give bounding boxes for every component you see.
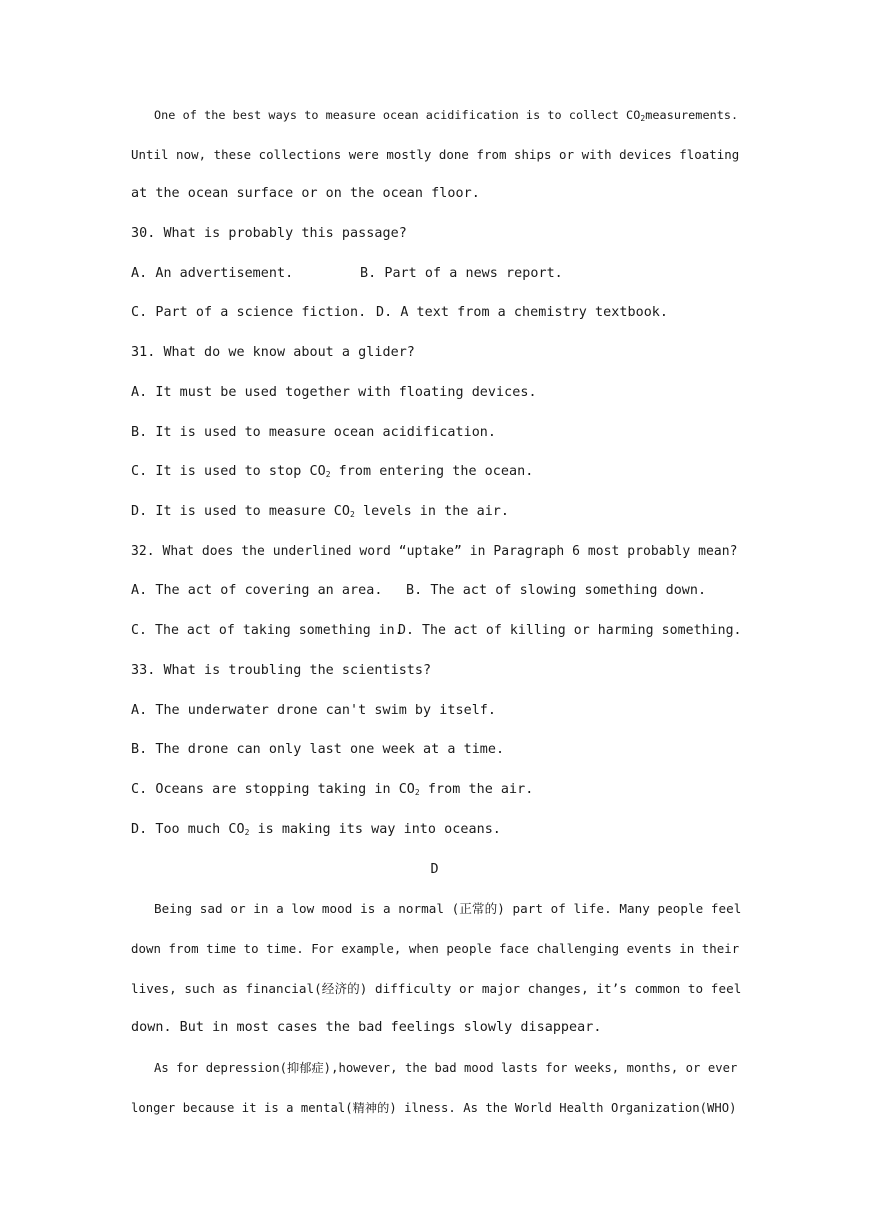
intro-line-3: at the ocean surface or on the ocean floor. (131, 186, 480, 201)
q33-option-d (131, 820, 741, 840)
q31-option-d-pre: D. It is used to measure CO (131, 504, 351, 519)
intro-line-1-text: One of the best ways to measure ocean acidification is to collect CO (154, 108, 641, 122)
q31-option-c-subscript: 2 (325, 470, 331, 479)
q31-option-b: B. It is used to measure ocean acidification. (131, 425, 497, 440)
q33-option-b: B. The drone can only last one week at a time. (131, 742, 505, 757)
q33-option-c-post: from the air. (419, 782, 534, 797)
q30-option-a: A. An advertisement. (131, 266, 294, 281)
section-d-p1-line-4: down. But in most cases the bad feelings slowly disappear. (131, 1020, 602, 1035)
q33-option-d-post: is making its way into oceans. (249, 822, 501, 837)
q30-option-c: C. Part of a science fiction. (131, 305, 367, 320)
section-d-p2-line-2: longer because it is a mental(精神的) ilness. As the World Health Organization(WHO) (131, 1101, 737, 1115)
intro-line-1-tail: measurements. (645, 108, 739, 122)
q33-option-d-subscript: 2 (244, 828, 250, 837)
q31-question: 31. What do we know about a glider? (131, 345, 415, 360)
q31-option-d (131, 502, 741, 522)
q32-options-row-1 (131, 581, 741, 601)
intro-line-1 (154, 105, 741, 125)
q33-option-c (131, 780, 741, 800)
q31-option-c-post: from entering the ocean. (330, 464, 534, 479)
q30-options-row-1 (131, 264, 741, 284)
q32-option-c: C. The act of taking something in. (131, 623, 403, 638)
q31-option-c-pre: C. It is used to stop CO (131, 464, 326, 479)
q33-option-c-pre: C. Oceans are stopping taking in CO (131, 782, 415, 797)
q32-option-d: D. The act of killing or harming something. (398, 623, 742, 638)
q33-option-c-subscript: 2 (414, 788, 420, 797)
intro-line-1-subscript: 2 (640, 114, 646, 123)
section-d-p1-line-1: Being sad or in a low mood is a normal (正常的) part of life. Many people feel (154, 901, 742, 916)
q31-option-d-subscript: 2 (350, 510, 355, 519)
q30-options-row-2 (131, 303, 741, 323)
q33-question: 33. What is troubling the scientists? (131, 663, 432, 678)
q31-option-a: A. It must be used together with floating devices. (131, 385, 537, 400)
q32-option-b: B. The act of slowing something down. (406, 583, 707, 598)
q33-option-a: A. The underwater drone can't swim by itself. (131, 703, 497, 718)
q32-question: 32. What does the underlined word “uptake” in Paragraph 6 most probably mean? (131, 544, 738, 559)
q33-option-d-pre: D. Too much CO (131, 822, 245, 837)
section-d-p1-line-2: down from time to time. For example, when people face challenging events in their (131, 941, 740, 956)
q32-options-row-2 (131, 621, 741, 641)
q30-option-d: D. A text from a chemistry textbook. (376, 305, 669, 320)
intro-line-2: Until now, these collections were mostly done from ships or with devices floating (131, 147, 740, 162)
section-d-p2-line-1: As for depression(抑郁症),however, the bad mood lasts for weeks, months, or ever (154, 1061, 738, 1075)
q30-question: 30. What is probably this passage? (131, 226, 407, 241)
q31-option-c (131, 462, 741, 482)
q32-option-a: A. The act of covering an area. (131, 583, 383, 598)
section-d-heading: D (430, 862, 439, 877)
section-d-p1-line-3: lives, such as financial(经济的) difficulty or major changes, it’s common to feel (131, 981, 742, 996)
q31-option-d-post: levels in the air. (354, 504, 510, 519)
q30-option-b: B. Part of a news report. (360, 266, 563, 281)
